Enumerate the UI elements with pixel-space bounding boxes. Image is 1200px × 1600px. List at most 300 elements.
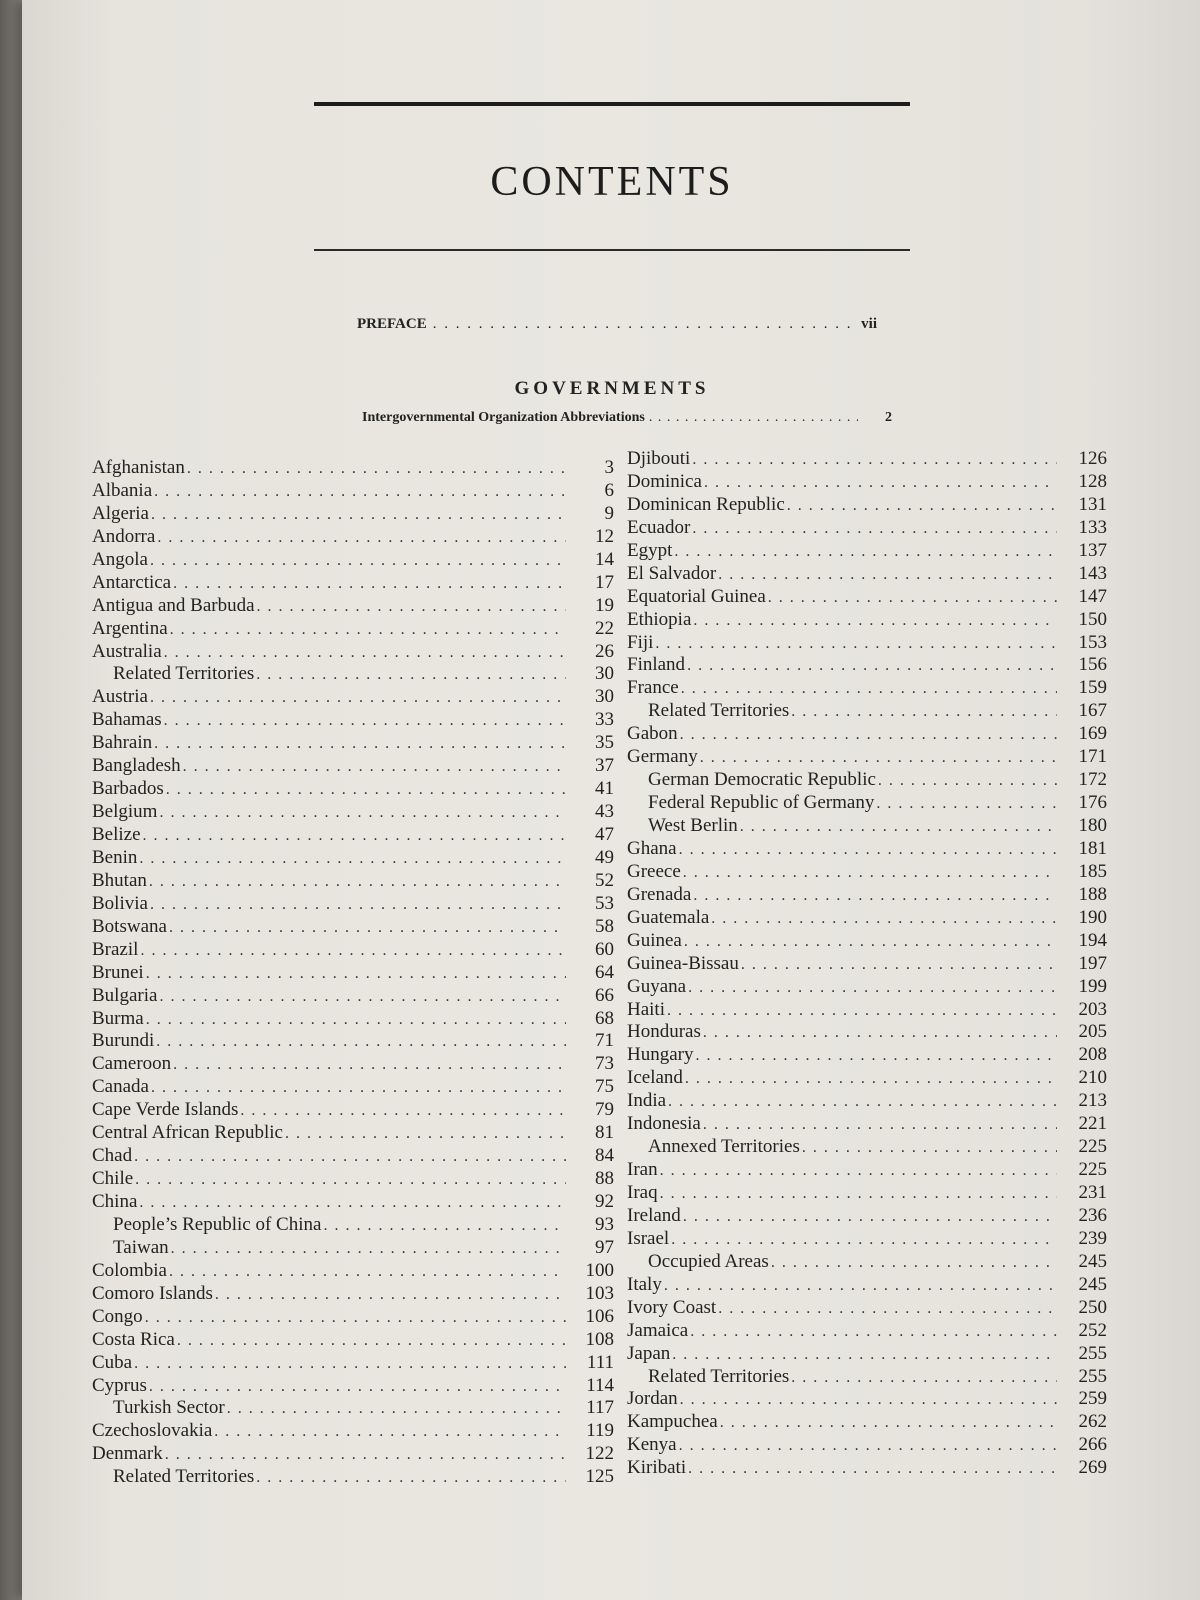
entry-page-number: 236: [1078, 1204, 1107, 1226]
toc-entry[interactable]: [92, 1099, 614, 1122]
preface-entry[interactable]: [357, 316, 877, 333]
leader-dots: [703, 1114, 1057, 1137]
toc-entry[interactable]: [627, 1343, 1107, 1366]
toc-entry[interactable]: [627, 861, 1107, 884]
toc-entry[interactable]: [627, 1274, 1107, 1297]
entry-page-number: 30: [595, 686, 614, 708]
entry-name: Barbados: [92, 778, 164, 800]
entry-page-number: 128: [1078, 470, 1107, 492]
entry-name: Guatemala: [627, 906, 710, 928]
toc-entry[interactable]: [627, 884, 1107, 907]
leader-dots: [159, 986, 566, 1009]
entry-name: Burundi: [92, 1030, 155, 1052]
toc-entry[interactable]: [627, 1228, 1107, 1251]
entry-page-number: 108: [585, 1328, 614, 1350]
entry-page-number: 47: [595, 824, 614, 845]
entry-page-number: 22: [595, 617, 614, 639]
entry-name: Afghanistan: [92, 457, 185, 478]
leader-dots: [683, 862, 1057, 885]
entry-name: Ireland: [627, 1204, 681, 1226]
toc-entry[interactable]: [92, 1191, 614, 1214]
toc-entry[interactable]: [92, 641, 614, 664]
entry-page-number: 52: [595, 869, 614, 891]
toc-entry[interactable]: [92, 503, 614, 526]
entry-page-number: 181: [1078, 837, 1107, 859]
entry-page-number: 119: [586, 1420, 614, 1442]
toc-entry[interactable]: [627, 953, 1107, 976]
entry-page-number: 9: [604, 502, 614, 524]
leader-dots: [166, 779, 566, 802]
entry-page-number: 221: [1078, 1113, 1107, 1135]
leader-dots: [685, 1068, 1057, 1091]
entry-name: Dominica: [627, 470, 702, 492]
toc-entry[interactable]: [627, 723, 1107, 746]
leader-dots: [151, 1077, 566, 1100]
toc-subentry[interactable]: [92, 1397, 614, 1420]
entry-page-number: 41: [595, 778, 614, 800]
leader-dots: [256, 1467, 566, 1490]
entry-name: Denmark: [92, 1443, 163, 1465]
leader-dots: [681, 678, 1057, 701]
entry-page-number: 266: [1078, 1434, 1107, 1456]
leader-dots: [146, 963, 566, 986]
entry-page-number: 73: [595, 1053, 614, 1075]
leader-dots: [150, 894, 566, 917]
toc-subentry[interactable]: [92, 663, 614, 686]
entry-name: Central African Republic: [92, 1122, 283, 1144]
toc-entry[interactable]: [92, 824, 614, 847]
leader-dots: [227, 1398, 566, 1421]
entry-page-number: 213: [1078, 1090, 1107, 1112]
leader-dots: [693, 885, 1057, 908]
toc-entry[interactable]: [627, 1113, 1107, 1136]
toc-entry[interactable]: [92, 1375, 614, 1398]
entry-page-number: 156: [1078, 654, 1107, 676]
entry-name: Cyprus: [92, 1374, 147, 1396]
toc-entry[interactable]: [92, 1076, 614, 1099]
toc-entry[interactable]: [92, 480, 614, 503]
toc-entry[interactable]: [627, 654, 1107, 677]
toc-entry[interactable]: [92, 732, 614, 755]
leader-dots: [791, 701, 1057, 724]
entry-name: Australia: [92, 640, 162, 662]
abbreviations-entry[interactable]: [362, 410, 892, 426]
entry-name: West Berlin: [648, 815, 738, 836]
toc-entry[interactable]: [92, 1030, 614, 1053]
toc-entry[interactable]: [92, 526, 614, 549]
toc-subentry[interactable]: [627, 1366, 1107, 1389]
toc-entry[interactable]: [627, 1067, 1107, 1090]
entry-name: China: [92, 1191, 138, 1212]
entry-name: People’s Republic of China: [113, 1213, 322, 1235]
entry-page-number: 180: [1078, 815, 1107, 836]
toc-entry[interactable]: [92, 457, 614, 480]
entry-name: Iceland: [627, 1067, 683, 1089]
entry-name: Related Territories: [648, 700, 790, 722]
entry-name: Related Territories: [648, 1365, 790, 1387]
page-title: CONTENTS: [490, 159, 734, 205]
entry-page-number: 126: [1078, 448, 1107, 469]
entry-name: Bhutan: [92, 869, 147, 891]
top-rule: [314, 102, 910, 106]
entry-page-number: 60: [595, 938, 614, 960]
toc-entry[interactable]: [92, 1306, 614, 1329]
entry-page-number: 259: [1078, 1388, 1107, 1410]
entry-page-number: 188: [1078, 883, 1107, 905]
toc-subentry[interactable]: [627, 769, 1107, 792]
entry-page-number: 245: [1078, 1250, 1107, 1272]
entry-page-number: 197: [1078, 952, 1107, 974]
entry-page-number: 103: [585, 1282, 614, 1304]
preface-page: vii: [861, 316, 877, 332]
entry-page-number: 169: [1078, 723, 1107, 745]
entry-name: Indonesia: [627, 1113, 701, 1135]
contents-page: [22, 0, 1200, 1600]
title-underline-rule: [314, 249, 910, 251]
toc-subentry[interactable]: [627, 815, 1107, 838]
entry-name: Cape Verde Islands: [92, 1099, 239, 1121]
leader-dots: [768, 587, 1057, 610]
entry-page-number: 210: [1078, 1067, 1107, 1089]
entry-page-number: 194: [1078, 929, 1107, 951]
entry-name: Jordan: [627, 1388, 678, 1410]
entry-page-number: 203: [1078, 998, 1107, 1020]
leader-dots: [159, 802, 566, 825]
toc-entry[interactable]: [627, 517, 1107, 540]
leader-dots: [134, 1353, 566, 1376]
binding-edge: [0, 0, 22, 1600]
entry-page-number: 205: [1078, 1021, 1107, 1043]
entry-name: Austria: [92, 686, 148, 708]
toc-entry[interactable]: [92, 1329, 614, 1352]
toc-entry[interactable]: [627, 448, 1107, 471]
entry-page-number: 30: [595, 663, 614, 685]
entry-name: Antigua and Barbuda: [92, 594, 255, 616]
leader-dots: [143, 825, 566, 848]
entry-name: Guyana: [627, 975, 687, 997]
toc-entry[interactable]: [92, 847, 614, 870]
toc-entry[interactable]: [92, 778, 614, 801]
leader-dots: [169, 1261, 566, 1284]
leader-dots: [151, 504, 566, 527]
leader-dots: [711, 908, 1057, 931]
entry-name: Haiti: [627, 998, 665, 1020]
toc-entry[interactable]: [92, 1260, 614, 1283]
toc-entry[interactable]: [627, 1182, 1107, 1205]
leader-dots: [150, 687, 566, 710]
entry-name: Comoro Islands: [92, 1282, 213, 1304]
entry-page-number: 199: [1078, 975, 1107, 997]
entry-page-number: 122: [585, 1443, 614, 1465]
entry-name: Belize: [92, 824, 141, 845]
entry-name: Cameroon: [92, 1053, 172, 1075]
toc-entry[interactable]: [627, 632, 1107, 655]
toc-entry[interactable]: [627, 1411, 1107, 1434]
toc-entry[interactable]: [92, 916, 614, 939]
toc-entry[interactable]: [92, 755, 614, 778]
entry-page-number: 150: [1078, 608, 1107, 630]
leader-dots: [139, 1192, 566, 1215]
leader-dots: [688, 1458, 1057, 1481]
toc-subentry[interactable]: [627, 700, 1107, 723]
leader-dots: [740, 816, 1057, 839]
leader-dots: [704, 472, 1057, 495]
toc-entry[interactable]: [627, 907, 1107, 930]
toc-entry[interactable]: [627, 1044, 1107, 1067]
entry-page-number: 269: [1078, 1457, 1107, 1479]
entry-page-number: 225: [1078, 1136, 1107, 1158]
toc-entry[interactable]: [92, 1053, 614, 1076]
entry-page-number: 58: [595, 915, 614, 937]
toc-entry[interactable]: [92, 893, 614, 916]
toc-entry[interactable]: [627, 540, 1107, 563]
toc-entry[interactable]: [627, 1159, 1107, 1182]
entry-page-number: 19: [595, 594, 614, 616]
toc-entry[interactable]: [627, 746, 1107, 769]
toc-entry[interactable]: [92, 618, 614, 641]
leader-dots: [285, 1123, 566, 1146]
leader-dots: [173, 573, 566, 596]
entry-name: Andorra: [92, 525, 156, 547]
entry-name: Bangladesh: [92, 755, 181, 777]
entry-name: Belgium: [92, 801, 158, 823]
toc-entry[interactable]: [92, 801, 614, 824]
leader-dots: [649, 410, 858, 426]
entry-name: Equatorial Guinea: [627, 585, 766, 607]
toc-entry[interactable]: [627, 1457, 1107, 1480]
entry-page-number: 255: [1078, 1365, 1107, 1387]
toc-subentry[interactable]: [627, 1251, 1107, 1274]
toc-entry[interactable]: [627, 1090, 1107, 1113]
entry-name: Gabon: [627, 723, 678, 745]
entry-name: Czechoslovakia: [92, 1420, 213, 1442]
toc-entry[interactable]: [627, 838, 1107, 861]
toc-entry[interactable]: [627, 677, 1107, 700]
toc-entry[interactable]: [627, 1205, 1107, 1228]
entry-name: France: [627, 677, 679, 699]
leader-dots: [679, 839, 1057, 862]
leader-dots: [683, 1206, 1057, 1229]
entry-name: Costa Rica: [92, 1328, 175, 1350]
entry-page-number: 239: [1078, 1227, 1107, 1249]
leader-dots: [720, 1412, 1057, 1435]
leader-dots: [876, 793, 1057, 816]
entry-name: Albania: [92, 479, 153, 501]
leader-dots: [150, 550, 566, 573]
toc-subentry[interactable]: [92, 1466, 614, 1489]
section-heading-governments: GOVERNMENTS: [514, 378, 710, 399]
entry-page-number: 262: [1078, 1411, 1107, 1433]
entry-page-number: 68: [595, 1007, 614, 1029]
toc-entry[interactable]: [92, 1443, 614, 1466]
entry-page-number: 185: [1078, 860, 1107, 882]
entry-page-number: 106: [585, 1305, 614, 1327]
entry-name: Argentina: [92, 617, 168, 639]
toc-entry[interactable]: [92, 939, 614, 962]
toc-entry[interactable]: [627, 1434, 1107, 1457]
leader-dots: [664, 1275, 1057, 1298]
toc-entry[interactable]: [92, 709, 614, 732]
entry-name: Congo: [92, 1305, 143, 1327]
leader-dots: [140, 940, 566, 963]
entry-name: Federal Republic of Germany: [648, 792, 875, 814]
toc-entry[interactable]: [627, 563, 1107, 586]
entry-name: Angola: [92, 548, 148, 570]
entry-page-number: 176: [1078, 792, 1107, 814]
leader-dots: [741, 954, 1057, 977]
entry-name: Brazil: [92, 938, 139, 960]
entry-page-number: 172: [1078, 769, 1107, 791]
toc-entry[interactable]: [627, 471, 1107, 494]
toc-entry[interactable]: [627, 494, 1107, 517]
entry-page-number: 88: [595, 1168, 614, 1190]
leader-dots: [257, 596, 566, 619]
toc-entry[interactable]: [627, 609, 1107, 632]
leader-dots: [156, 1031, 566, 1054]
entry-page-number: 190: [1078, 906, 1107, 928]
entry-name: Fiji: [627, 631, 654, 653]
preface-label: PREFACE: [357, 316, 427, 332]
toc-entry[interactable]: [92, 1283, 614, 1306]
entry-name: Egypt: [627, 539, 673, 561]
entry-name: Honduras: [627, 1021, 701, 1043]
entry-page-number: 147: [1078, 585, 1107, 607]
entry-page-number: 153: [1078, 631, 1107, 653]
leader-dots: [145, 1307, 566, 1330]
toc-subentry[interactable]: [627, 1136, 1107, 1159]
entry-page-number: 33: [595, 709, 614, 731]
toc-entry[interactable]: [92, 985, 614, 1008]
toc-entry[interactable]: [627, 1320, 1107, 1343]
entry-name: Kiribati: [627, 1457, 687, 1479]
entry-page-number: 64: [595, 961, 614, 983]
leader-dots: [154, 481, 566, 504]
toc-entry[interactable]: [92, 595, 614, 618]
leader-dots: [655, 633, 1057, 656]
toc-subentry[interactable]: [627, 792, 1107, 815]
toc-entry[interactable]: [627, 1021, 1107, 1044]
entry-name: Botswana: [92, 915, 167, 937]
toc-entry[interactable]: [92, 549, 614, 572]
leader-dots: [693, 610, 1057, 633]
toc-entry[interactable]: [92, 962, 614, 985]
leader-dots: [672, 1344, 1057, 1367]
entry-name: Bulgaria: [92, 984, 158, 1006]
entry-name: Bolivia: [92, 892, 148, 914]
entry-page-number: 35: [595, 732, 614, 754]
leader-dots: [157, 527, 566, 550]
leader-dots: [214, 1421, 566, 1444]
leader-dots: [695, 1045, 1057, 1068]
entry-page-number: 53: [595, 892, 614, 914]
entry-page-number: 97: [595, 1236, 614, 1258]
entry-page-number: 14: [595, 548, 614, 570]
entry-page-number: 131: [1078, 493, 1107, 515]
entry-name: Brunei: [92, 961, 144, 983]
entry-name: Chile: [92, 1168, 134, 1190]
entry-page-number: 143: [1078, 562, 1107, 584]
toc-subentry[interactable]: [92, 1237, 614, 1260]
entry-name: Bahamas: [92, 709, 162, 731]
entry-name: Iraq: [627, 1182, 658, 1203]
leader-dots: [165, 1444, 566, 1467]
toc-entry[interactable]: [92, 1122, 614, 1145]
entry-page-number: 171: [1078, 746, 1107, 768]
leader-dots: [692, 518, 1057, 541]
entry-name: Occupied Areas: [648, 1250, 769, 1272]
entry-page-number: 49: [595, 846, 614, 868]
toc-entry[interactable]: [92, 1352, 614, 1375]
leader-dots: [684, 931, 1057, 954]
entry-name: El Salvador: [627, 562, 717, 584]
entry-name: Finland: [627, 654, 686, 676]
entry-page-number: 6: [604, 479, 614, 501]
toc-entry[interactable]: [92, 686, 614, 709]
toc-subentry[interactable]: [92, 1214, 614, 1237]
leader-dots: [802, 1137, 1057, 1160]
leader-dots: [667, 1000, 1057, 1023]
entry-page-number: 93: [595, 1213, 614, 1235]
entry-name: Greece: [627, 860, 681, 882]
entry-name: Ecuador: [627, 516, 691, 538]
toc-entry[interactable]: [92, 572, 614, 595]
entry-name: India: [627, 1090, 667, 1112]
leader-dots: [215, 1284, 566, 1307]
toc-entry[interactable]: [627, 930, 1107, 953]
entry-name: Ghana: [627, 837, 677, 859]
leader-dots: [674, 541, 1057, 564]
toc-entry[interactable]: [627, 1388, 1107, 1411]
leader-dots: [690, 1321, 1057, 1344]
toc-entry[interactable]: [627, 586, 1107, 609]
entry-page-number: 245: [1078, 1273, 1107, 1295]
entry-page-number: 208: [1078, 1044, 1107, 1066]
leader-dots: [134, 1146, 566, 1169]
entry-name: Iran: [627, 1159, 658, 1181]
entry-name: Guinea-Bissau: [627, 952, 739, 974]
toc-entry[interactable]: [627, 999, 1107, 1022]
leader-dots: [169, 917, 566, 940]
leader-dots: [139, 848, 566, 871]
toc-entry[interactable]: [92, 1145, 614, 1168]
entry-name: Antarctica: [92, 571, 172, 593]
toc-entry[interactable]: [92, 870, 614, 893]
leader-dots: [660, 1160, 1057, 1183]
leader-dots: [718, 1298, 1057, 1321]
toc-entry[interactable]: [627, 1297, 1107, 1320]
entry-name: Colombia: [92, 1259, 167, 1281]
toc-entry[interactable]: [92, 1420, 614, 1443]
toc-entry[interactable]: [92, 1008, 614, 1031]
entry-name: Chad: [92, 1145, 133, 1167]
leader-dots: [154, 733, 566, 756]
entry-page-number: 12: [595, 525, 614, 547]
leader-dots: [170, 619, 566, 642]
toc-entry[interactable]: [92, 1168, 614, 1191]
entry-page-number: 26: [595, 640, 614, 662]
leader-dots: [878, 770, 1057, 793]
leader-dots: [680, 724, 1057, 747]
entry-name: Japan: [627, 1342, 671, 1364]
toc-entry[interactable]: [627, 976, 1107, 999]
entry-page-number: 92: [595, 1191, 614, 1212]
leader-dots: [171, 1238, 566, 1261]
entry-page-number: 75: [595, 1076, 614, 1098]
entry-name: Annexed Territories: [648, 1136, 800, 1158]
leader-dots: [787, 495, 1057, 518]
entry-name: Algeria: [92, 502, 149, 524]
entry-page-number: 3: [604, 457, 614, 478]
